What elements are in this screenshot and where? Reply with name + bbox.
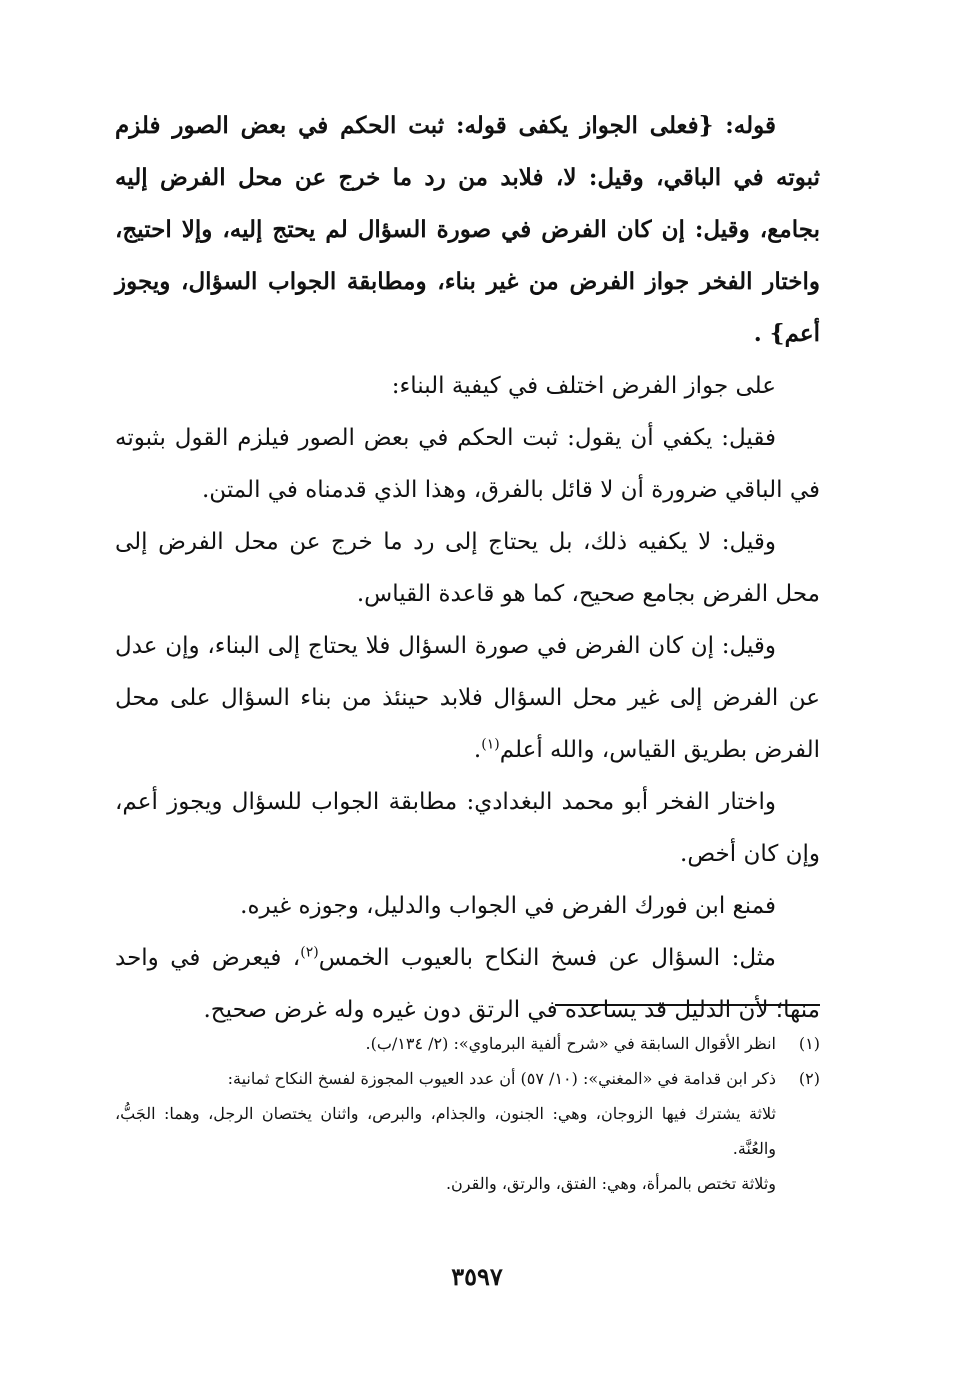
paragraph-quoted-text: قوله: {فعلى الجواز يكفى قوله: ثبت الحكم في بعض الصور فلزم ثبوته في الباقي، وقيل: لا، فلابد من رد ما خرج عن محل الفرض إليه بجامع، وقيل: إن كان الفرض في صورة السؤال لم يحتج إليه، وإلا احتيج، واختار الفخر جواز الفرض من غير بناء، ومطابقة الجواب السؤال، ويجوز أعم} . bbox=[115, 112, 820, 347]
paragraph-7: فمنع ابن فورك الفرض في الجواب والدليل، وجوزه غيره. bbox=[240, 893, 776, 919]
main-text bbox=[115, 100, 820, 1036]
footnote-1-number: (١) bbox=[798, 1034, 820, 1053]
footnotes-section bbox=[115, 1026, 820, 1201]
paragraph-3: فقيل: يكفي أن يقول: ثبت الحكم في بعض الصور فيلزم القول بثبوته في الباقي ضرورة أن لا قائل بالفرق، وهذا الذي قدمناه في المتن. bbox=[115, 425, 820, 503]
footnote-2-number: (٢) bbox=[798, 1069, 820, 1088]
paragraph-2: على جواز الفرض اختلف في كيفية البناء: bbox=[391, 373, 776, 399]
paragraph-5-end: . bbox=[473, 737, 482, 763]
paragraph-6: واختار الفخر أبو محمد البغدادي: مطابقة الجواب للسؤال ويجوز أعم، وإن كان أخص. bbox=[115, 789, 820, 867]
footnote-ref-1[interactable]: (١) bbox=[481, 736, 500, 753]
footnote-1-text: انظر الأقوال السابقة في «شرح ألفية البرماوي»: (٢/ ١٣٤/ب). bbox=[365, 1034, 776, 1053]
paragraph-5 bbox=[115, 620, 820, 776]
page-number: ٣٥٩٧ bbox=[451, 1262, 503, 1291]
footnote-2-text: ذكر ابن قدامة في «المغني»: (١٠/ ٥٧) أن عدد العيوب المجوزة لفسخ النكاح ثمانية: bbox=[227, 1069, 776, 1088]
paragraph-8-text-a: مثل: السؤال عن فسخ النكاح بالعيوب الخمس bbox=[318, 945, 777, 971]
footnote-2 bbox=[115, 1061, 820, 1096]
paragraph-8 bbox=[115, 932, 820, 1036]
footnote-1 bbox=[115, 1026, 820, 1061]
footnote-divider bbox=[555, 1004, 820, 1006]
footnote-ref-2[interactable]: (٢) bbox=[300, 944, 319, 961]
footnote-2-continuation-1: ثلاثة يشترك فيها الزوجان، وهي: الجنون، والجذام، والبرص، واثنان يختصان الرجل، وهما: الجَبُّ، والعُنَّة. bbox=[115, 1104, 776, 1158]
footnote-2-continuation-2: وثلاثة تختص بالمرأة، وهي: الفتق، والرتق، والقرن. bbox=[445, 1174, 776, 1193]
paragraph-8-text-b: ، فيعرض في واحد منها؛ لأن الدليل قد يساعده في الرتق دون غيره وله غرض صحيح. bbox=[115, 945, 820, 1023]
paragraph-4: وقيل: لا يكفيه ذلك، بل يحتاج إلى رد ما خرج عن محل الفرض إلى محل الفرض بجامع صحيح، كما هو قاعدة القياس. bbox=[115, 529, 820, 607]
paragraph-5-text: وقيل: إن كان الفرض في صورة السؤال فلا يحتاج إلى البناء، وإن عدل عن الفرض إلى غير محل السؤال فلابد حينئذ من بناء السؤال على محل الفرض بطريق القياس، والله أعلم bbox=[115, 633, 820, 763]
